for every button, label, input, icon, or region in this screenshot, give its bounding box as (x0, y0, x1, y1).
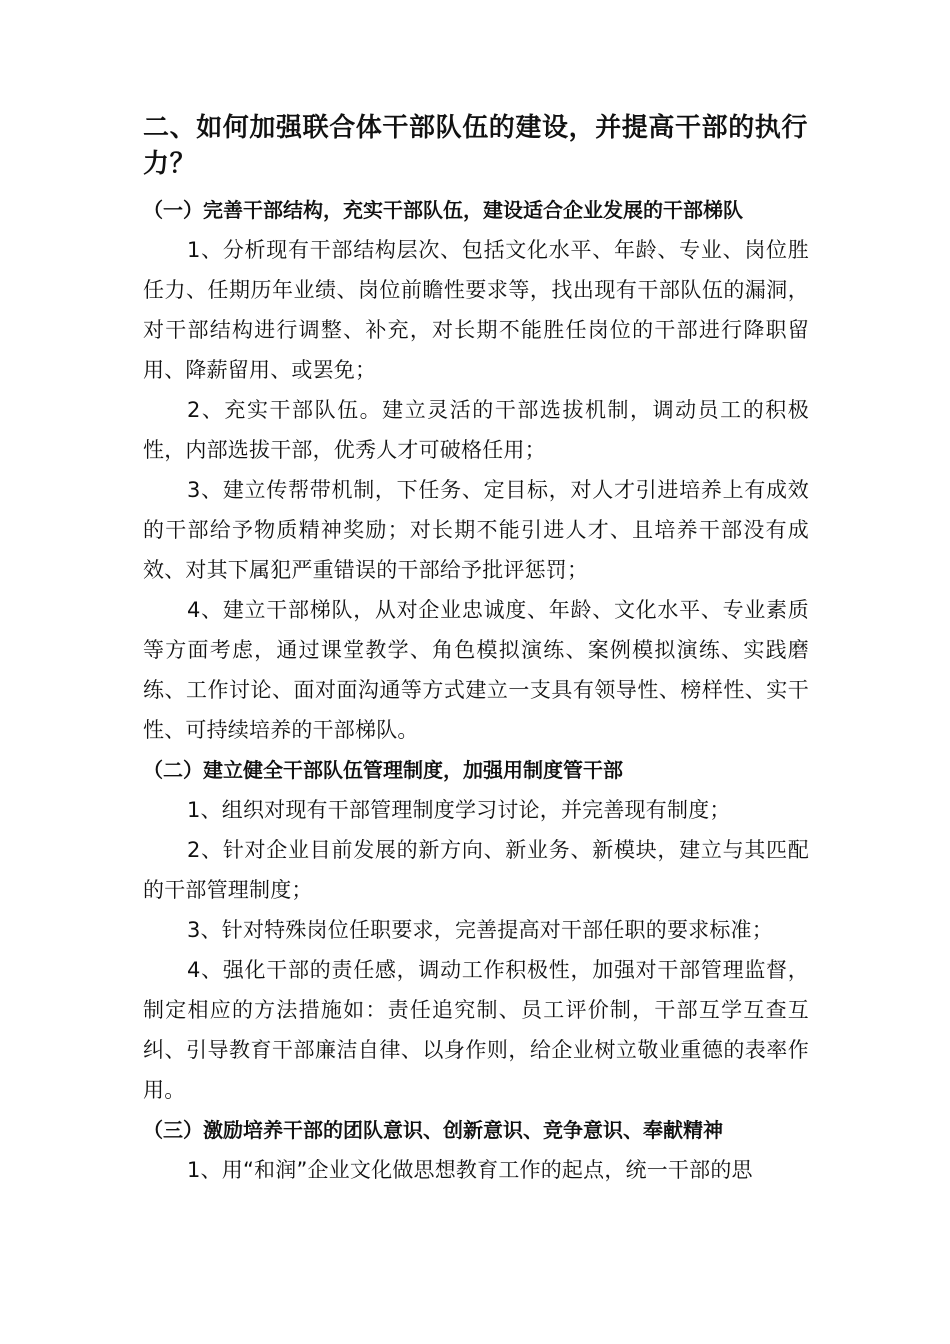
section-1 (143, 190, 809, 750)
document-page (143, 110, 809, 1190)
paragraph: 2、针对企业目前发展的新方向、新业务、新模块，建立与其匹配的干部管理制度； (143, 838, 809, 902)
paragraph: 1、组织对现有干部管理制度学习讨论，并完善现有制度； (187, 798, 731, 822)
paragraph: 3、针对特殊岗位任职要求，完善提高对干部任职的要求标准； (187, 918, 773, 942)
paragraph: 2、充实干部队伍。建立灵活的干部选拔机制，调动员工的积极性，内部选拔干部，优秀人才可破格任用； (143, 398, 809, 462)
paragraph: 4、建立干部梯队，从对企业忠诚度、年龄、文化水平、专业素质等方面考虑，通过课堂教学、角色模拟演练、案例模拟演练、实践磨练、工作讨论、面对面沟通等方式建立一支具有领导性、榜样性、实干性、可持续培养的干部梯队。 (143, 598, 809, 742)
paragraph: 1、分析现有干部结构层次、包括文化水平、年龄、专业、岗位胜任力、任期历年业绩、岗位前瞻性要求等，找出现有干部队伍的漏洞，对干部结构进行调整、补充，对长期不能胜任岗位的干部进行降职留用、降薪留用、或罢免； (143, 238, 809, 382)
paragraph: 1、用“和润”企业文化做思想教育工作的起点，统一干部的思 (187, 1158, 753, 1182)
paragraph: 4、强化干部的责任感，调动工作积极性，加强对干部管理监督，制定相应的方法措施如：责任追究制、员工评价制，干部互学互查互纠、引导教育干部廉洁自律、以身作则，给企业树立敬业重德的表率作用。 (143, 958, 809, 1102)
section-2 (143, 750, 809, 1110)
section-heading: （三）激励培养干部的团队意识、创新意识、竞争意识、奉献精神 (143, 1118, 723, 1142)
section-3 (143, 1110, 809, 1190)
paragraph: 3、建立传帮带机制，下任务、定目标，对人才引进培养上有成效的干部给予物质精神奖励；对长期不能引进人才、且培养干部没有成效、对其下属犯严重错误的干部给予批评惩罚； (143, 478, 809, 582)
document-title: 二、如何加强联合体干部队伍的建设，并提高干部的执行力？ (143, 113, 809, 179)
section-heading: （二）建立健全干部队伍管理制度，加强用制度管干部 (143, 758, 623, 782)
section-heading: （一）完善干部结构，充实干部队伍，建设适合企业发展的干部梯队 (143, 198, 743, 222)
